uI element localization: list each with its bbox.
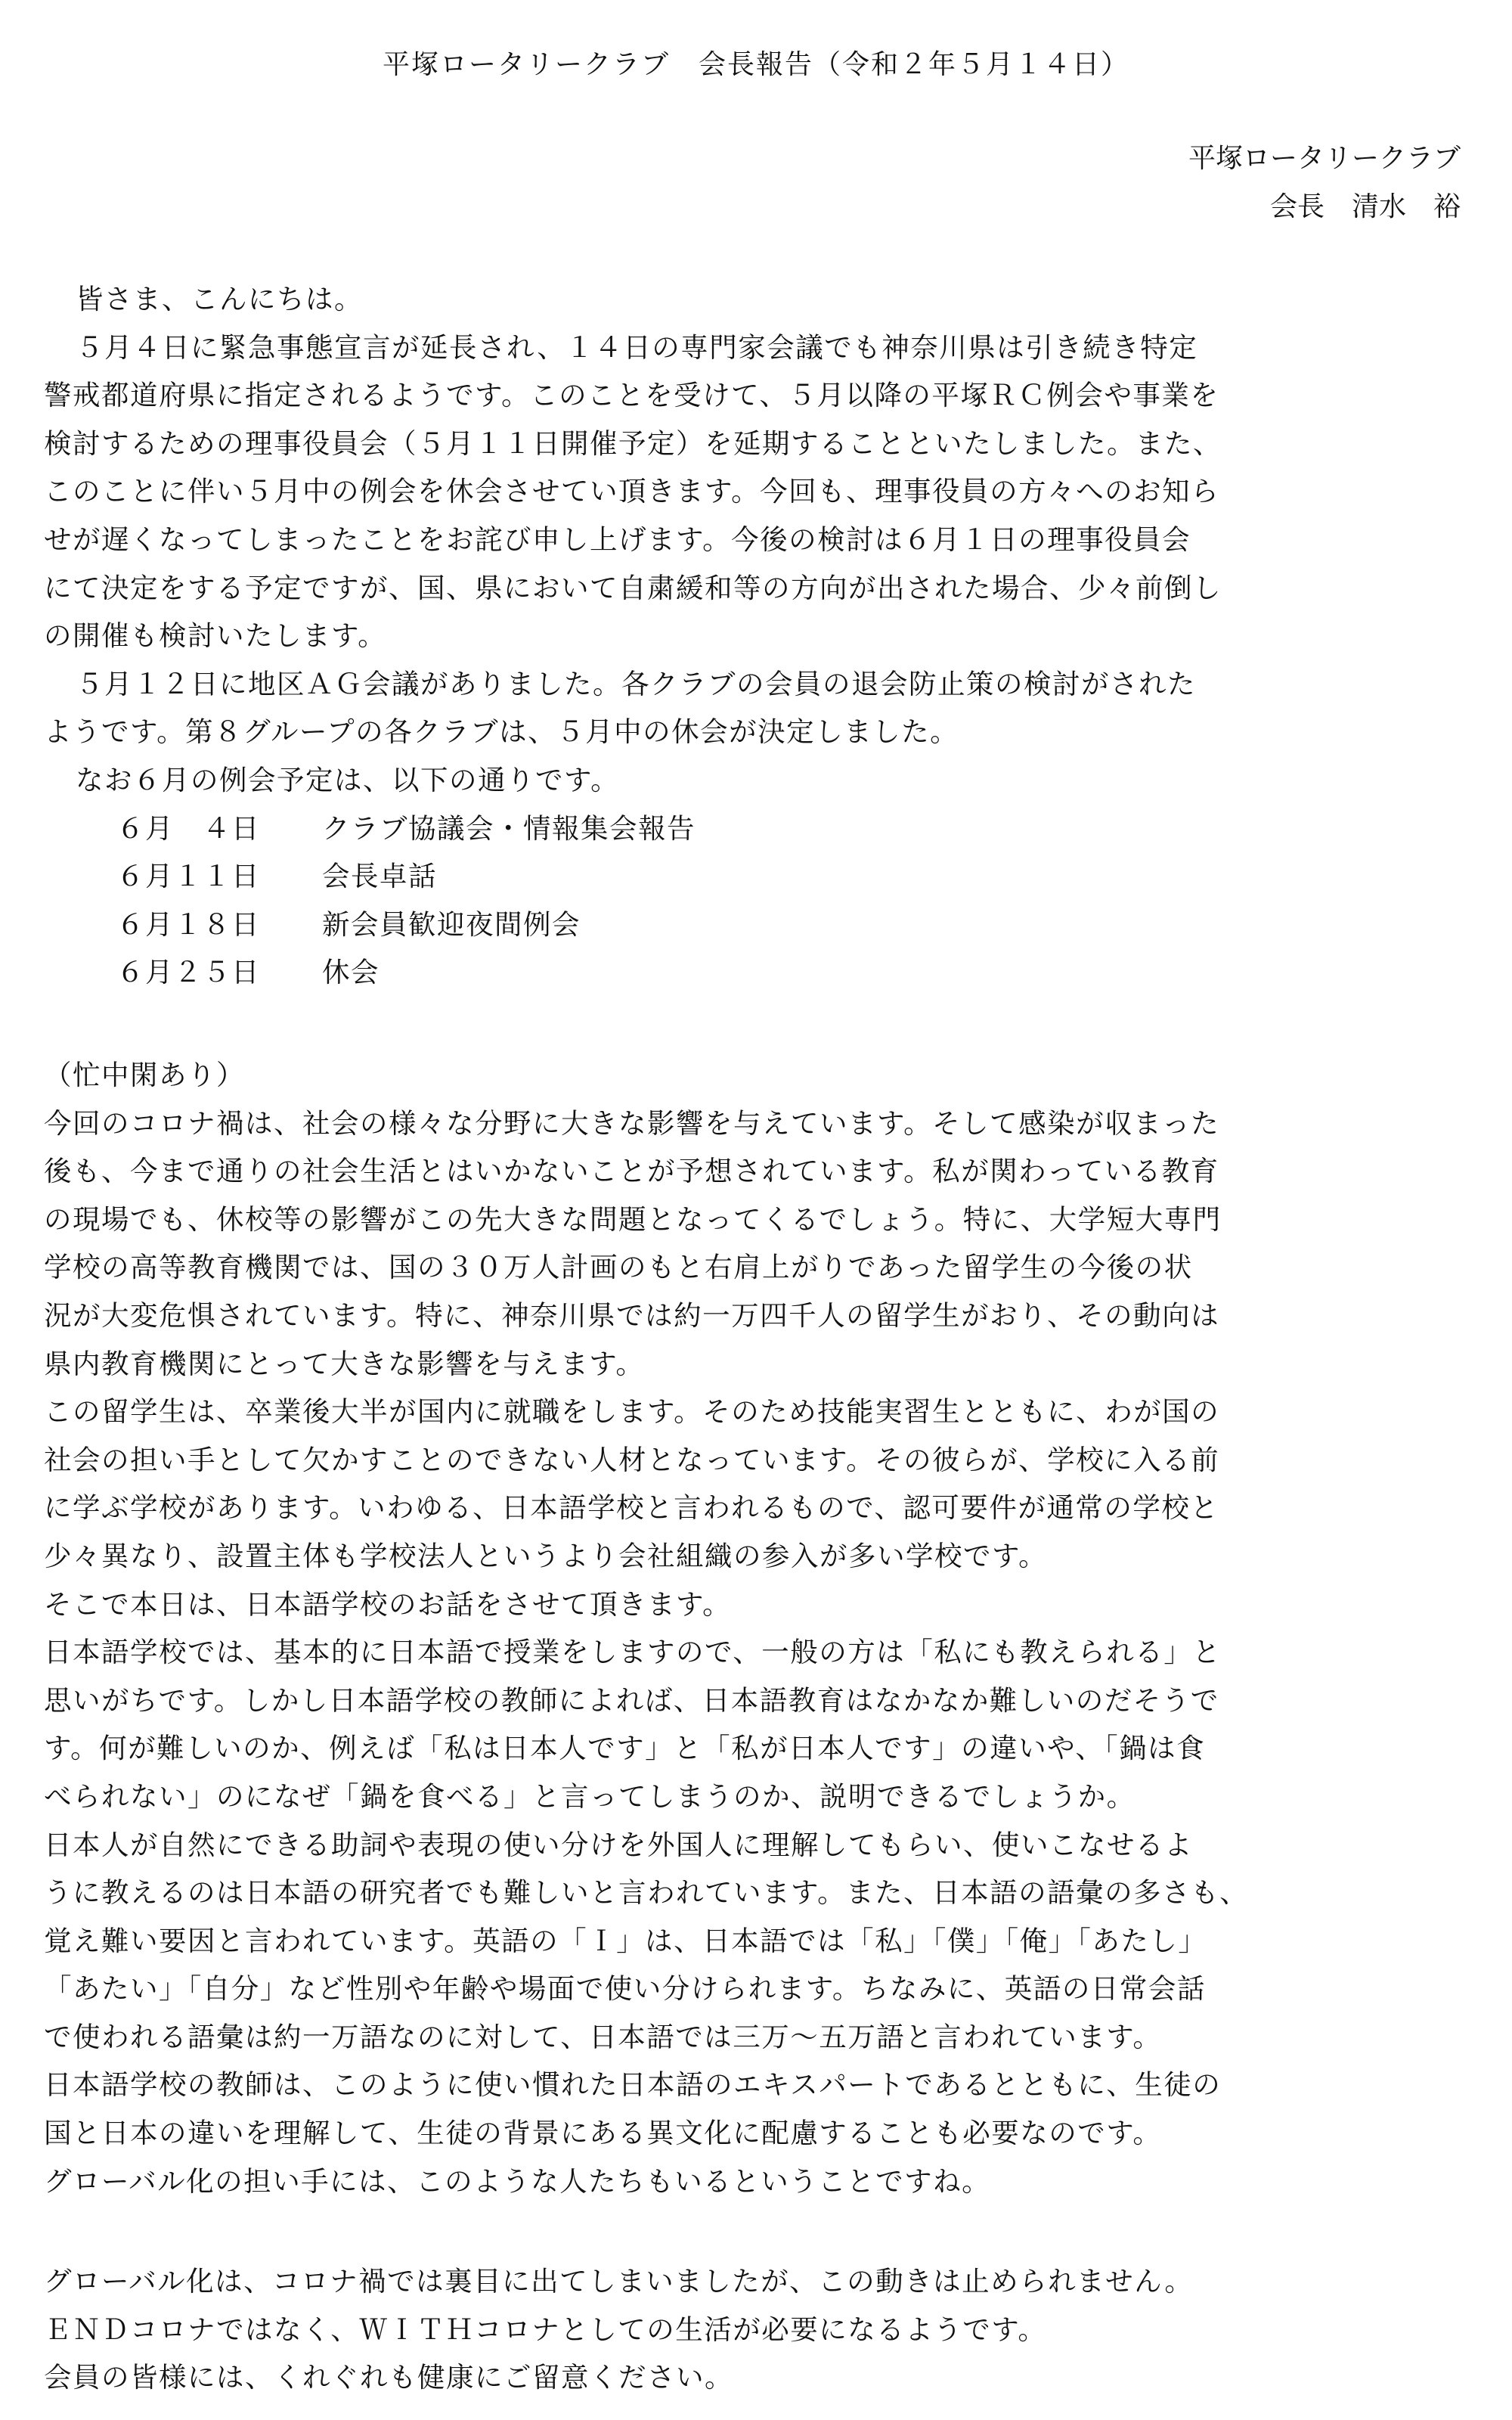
paragraph-line: ５月４日に緊急事態宣言が延長され、１４日の専門家会議でも神奈川県は引き続き特定 bbox=[76, 330, 1198, 364]
paragraph-line: このことに伴い５月中の例会を休会させてい頂きます。今回も、理事役員の方々へのお知ら bbox=[44, 475, 1220, 508]
sender-block bbox=[1188, 135, 1461, 231]
aside-line: 況が大変危惧されています。特に、神奈川県では約一万四千人の留学生がおり、その動向は bbox=[44, 1298, 1220, 1332]
schedule-intro: なお６月の例会予定は、以下の通りです。 bbox=[76, 763, 620, 796]
schedule-row bbox=[44, 852, 1473, 901]
aside-line: 今回のコロナ禍は、社会の様々な分野に大きな影響を与えています。そして感染が収まった bbox=[44, 1106, 1220, 1140]
aside-line: グローバル化の担い手には、このような人たちもいるということですね。 bbox=[44, 2164, 991, 2198]
paragraph-line: 検討するための理事役員会（５月１１日開催予定）を延期することといたしました。また、 bbox=[44, 427, 1222, 460]
closing-line: グローバル化は、コロナ禍では裏目に出てしまいましたが、この動きは止められません。 bbox=[44, 2265, 1194, 2297]
aside-line: 日本語学校の教師は、このように使い慣れた日本語のエキスパートであるとともに、生徒の bbox=[44, 2068, 1222, 2102]
aside-line: で使われる語彙は約一万語なのに対して、日本語では三万～五万語と言われています。 bbox=[44, 2020, 1162, 2053]
aside-line: 日本語学校では、基本的に日本語で授業をしますので、一般の方は「私にも教えられる」と bbox=[44, 1636, 1222, 1669]
schedule-date: ６月１８日 bbox=[116, 908, 260, 941]
paragraph-line: にて決定をする予定ですが、国、県において自粛緩和等の方向が出された場合、少々前倒し bbox=[44, 571, 1222, 604]
ag-meeting-paragraph bbox=[44, 660, 1473, 756]
sender-club: 平塚ロータリークラブ bbox=[1188, 143, 1461, 174]
aside-line: 学校の高等教育機関では、国の３０万人計画のもと右肩上がりであった留学生の今後の状 bbox=[44, 1251, 1193, 1284]
schedule-date: ６月１１日 bbox=[116, 860, 260, 893]
aside-line: に学ぶ学校があります。いわゆる、日本語学校と言われるもので、認可要件が通常の学校と bbox=[44, 1491, 1219, 1525]
greeting: 皆さま、こんにちは。 bbox=[76, 283, 363, 315]
aside-line: の現場でも、休校等の影響がこの先大きな問題となってくるでしょう。特に、大学短大専門 bbox=[44, 1202, 1222, 1236]
closing-section bbox=[44, 2257, 1473, 2402]
paragraph-line: ５月１２日に地区ＡＧ会議がありました。各クラブの会員の退会防止策の検討がされた bbox=[76, 667, 1196, 700]
paragraph-line: の開催も検討いたします。 bbox=[44, 619, 387, 653]
paragraph-line: せが遅くなってしまったことをお詫び申し上げます。今後の検討は６月１日の理事役員会 bbox=[44, 523, 1191, 556]
schedule-row bbox=[44, 901, 1473, 949]
aside-line: そこで本日は、日本語学校のお話をさせて頂きます。 bbox=[44, 1587, 732, 1621]
aside-section bbox=[44, 1051, 1473, 2205]
announcement-paragraph bbox=[44, 324, 1473, 660]
aside-line: この留学生は、卒業後大半が国内に就職をします。そのため技能実習生とともに、わが国の bbox=[44, 1395, 1220, 1429]
schedule-row bbox=[44, 805, 1473, 853]
aside-line: 思いがちです。しかし日本語学校の教師によれば、日本語教育はなかなか難しいのだそうで bbox=[44, 1683, 1219, 1717]
aside-line: 社会の担い手として欠かすことのできない人材となっています。その彼らが、学校に入る前 bbox=[44, 1443, 1220, 1476]
closing-line: ＥＮＤコロナではなく、ＷＩＴＨコロナとしての生活が必要になるようです。 bbox=[44, 2313, 1047, 2346]
schedule-date: ６月２５日 bbox=[116, 956, 260, 989]
aside-line: 日本人が自然にできる助詞や表現の使い分けを外国人に理解してもらい、使いこなせるよ bbox=[44, 1828, 1193, 1861]
aside-line: うに教えるのは日本語の研究者でも難しいと言われています。また、日本語の語彙の多さも、 bbox=[44, 1876, 1249, 1910]
aside-line: 後も、今まで通りの社会生活とはいかないことが予想されています。私が関わっている教育 bbox=[44, 1155, 1219, 1188]
closing-line: 会員の皆様には、くれぐれも健康にご留意ください。 bbox=[44, 2361, 733, 2394]
aside-line: 国と日本の違いを理解して、生徒の背景にある異文化に配慮することも必要なのです。 bbox=[44, 2117, 1162, 2150]
schedule-event: 休会 bbox=[322, 956, 380, 989]
aside-line: す。何が難しいのか、例えば「私は日本人です」と「私が日本人です」の違いや、「鍋は食 bbox=[44, 1732, 1206, 1765]
schedule-event: クラブ協議会・情報集会報告 bbox=[322, 811, 696, 845]
paragraph-line: ようです。第８グループの各クラブは、５月中の休会が決定しました。 bbox=[44, 715, 959, 749]
schedule-date: ６月 ４日 bbox=[116, 811, 260, 845]
aside-line: 「あたい」「自分」など性別や年齢や場面で使い分けられます。ちなみに、英語の日常会話 bbox=[44, 1972, 1206, 2006]
aside-line: 少々異なり、設置主体も学校法人というより会社組織の参入が多い学校です。 bbox=[44, 1539, 1048, 1572]
paragraph-line: 警戒都道府県に指定されるようです。このことを受けて、５月以降の平塚ＲＣ例会や事業を bbox=[44, 379, 1219, 412]
document-title: 平塚ロータリークラブ 会長報告（令和２年５月１４日） bbox=[382, 49, 1129, 80]
schedule-event: 会長卓話 bbox=[322, 860, 437, 893]
meeting-schedule bbox=[44, 805, 1473, 997]
sender-president: 会長 清水 裕 bbox=[1269, 191, 1461, 222]
aside-line: 覚え難い要因と言われています。英語の「Ｉ」は、日本語では「私」「僕」「俺」「あたし」 bbox=[44, 1924, 1207, 1957]
schedule-event: 新会員歓迎夜間例会 bbox=[322, 908, 581, 941]
schedule-row bbox=[44, 948, 1473, 997]
aside-line: 県内教育機関にとって大きな影響を与えます。 bbox=[44, 1347, 645, 1380]
body-part-1 bbox=[44, 275, 1473, 997]
aside-heading: （忙中閑あり） bbox=[44, 1059, 245, 1091]
aside-line: べられない」のになぜ「鍋を食べる」と言ってしまうのか、説明できるでしょうか。 bbox=[44, 1779, 1136, 1813]
